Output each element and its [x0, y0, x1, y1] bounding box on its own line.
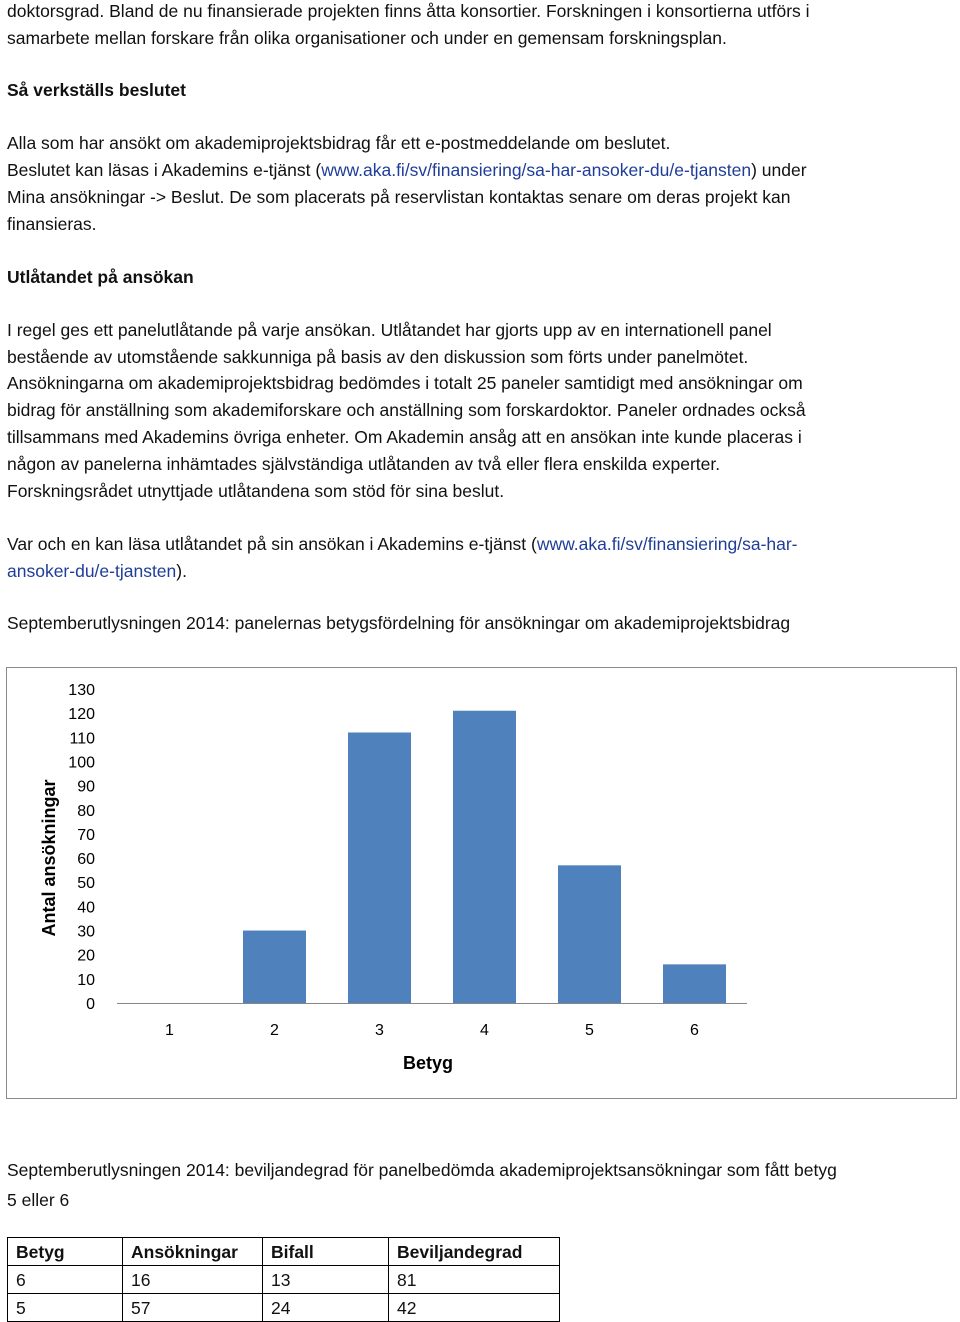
decision-text-line-3: Mina ansökningar -> Beslut. De som placerats på reservlistan kontaktas senare om deras projekt kan	[7, 187, 791, 207]
table-cell: 57	[123, 1294, 263, 1322]
table-cell: 16	[123, 1266, 263, 1294]
statement-line-1: I regel ges ett panelutlåtande på varje ansökan. Utlåtandet har gjorts upp av en internationell panel	[7, 320, 772, 340]
y-tick-label: 40	[77, 899, 95, 917]
y-axis-label: Antal ansökningar	[39, 779, 59, 937]
bar-rating-6	[663, 964, 726, 1003]
table-header-row	[8, 1238, 560, 1266]
y-tick-label: 120	[68, 706, 95, 724]
statement-line-2: bestående av utomstående sakkunniga på basis av den diskussion som förts under panelmötet.	[7, 347, 749, 367]
table-row	[8, 1294, 560, 1322]
table-cell: 24	[263, 1294, 389, 1322]
table-cell: 42	[389, 1294, 560, 1322]
intro-line-2: samarbete mellan forskare från olika organisationer och under en gemensam forskningsplan.	[7, 28, 727, 48]
table-cell: 13	[263, 1266, 389, 1294]
bar-rating-5	[558, 865, 621, 1003]
y-tick-label: 130	[68, 682, 95, 699]
bar-rating-3	[348, 732, 411, 1003]
approval-rate-table	[7, 1237, 560, 1322]
rating-distribution-chart	[6, 667, 957, 1099]
y-tick-label: 110	[69, 730, 95, 748]
y-tick-label: 70	[77, 826, 95, 844]
section-heading-decision: Så verkställs beslutet	[7, 80, 186, 100]
decision-text-line-4: finansieras.	[7, 214, 97, 234]
x-tick-label: 1	[165, 1022, 174, 1039]
read-statement-line-2	[7, 560, 187, 582]
read-statement-link-part-1[interactable]: www.aka.fi/sv/finansiering/sa-har-	[536, 534, 798, 554]
header-bifall: Bifall	[263, 1238, 389, 1266]
table-cell: 6	[8, 1266, 123, 1294]
bar-rating-4	[453, 711, 516, 1003]
bar-rating-2	[243, 931, 306, 1003]
chart-canvas	[7, 668, 956, 1098]
y-tick-label: 20	[77, 947, 95, 965]
x-axis-label: Betyg	[402, 1053, 454, 1073]
decision-text-pre: Beslutet kan läsas i Akademins e-tjänst (	[7, 160, 322, 180]
table-cell: 5	[8, 1294, 123, 1322]
x-tick-label: 5	[585, 1022, 594, 1039]
decision-text-line-1: Alla som har ansökt om akademiprojektsbidrag får ett e-postmeddelande om beslutet.	[7, 133, 671, 153]
e-service-link[interactable]: www.aka.fi/sv/finansiering/sa-har-ansoker-du/e-tjansten	[321, 160, 752, 180]
read-statement-link-part-2[interactable]: ansoker-du/e-tjansten	[7, 561, 177, 581]
x-tick-label: 3	[375, 1022, 384, 1039]
read-statement-pre: Var och en kan läsa utlåtandet på sin ansökan i Akademins e-tjänst (	[7, 534, 537, 554]
y-tick-label: 30	[77, 923, 95, 941]
read-statement-line-1	[7, 533, 798, 555]
intro-line-1: doktorsgrad. Bland de nu finansierade projekten finns åtta konsortier. Forskningen i konsortierna utförs i	[7, 1, 810, 21]
x-tick-label: 4	[480, 1022, 489, 1039]
y-tick-label: 60	[77, 851, 95, 869]
x-tick-label: 2	[270, 1022, 279, 1039]
statement-line-4: bidrag för anställning som akademiforskare och anställning som forskardoktor. Paneler ordnades också	[7, 400, 806, 420]
y-tick-label: 90	[77, 778, 95, 796]
read-statement-post: ).	[176, 561, 187, 581]
x-tick-label: 6	[690, 1022, 699, 1039]
statement-line-3: Ansökningarna om akademiprojektsbidrag bedömdes i totalt 25 paneler samtidigt med ansökningar om	[7, 373, 803, 393]
y-tick-label: 50	[77, 875, 95, 893]
statement-line-6: någon av panelerna inhämtades självständiga utlåtanden av två eller flera enskilda experter.	[7, 454, 721, 474]
chart-caption: Septemberutlysningen 2014: panelernas betygsfördelning för ansökningar om akademiprojektsbidrag	[7, 613, 791, 633]
y-tick-label: 10	[77, 971, 95, 989]
y-tick-label: 80	[77, 802, 95, 820]
statement-line-5: tillsammans med Akademins övriga enheter. Om Akademin ansåg att en ansökan inte kunde placeras i	[7, 427, 802, 447]
table-caption-line-2: 5 eller 6	[7, 1190, 70, 1210]
header-beviljandegrad: Beviljandegrad	[389, 1238, 560, 1266]
section-heading-statement: Utlåtandet på ansökan	[7, 267, 194, 287]
statement-line-7: Forskningsrådet utnyttjade utlåtandena som stöd för sina beslut.	[7, 481, 505, 501]
table-row	[8, 1266, 560, 1294]
decision-text-post: ) under	[751, 160, 807, 180]
decision-text-line-2	[7, 159, 807, 181]
header-betyg: Betyg	[8, 1238, 123, 1266]
table-cell: 81	[389, 1266, 560, 1294]
y-tick-label: 100	[68, 754, 95, 772]
table-caption-line-1: Septemberutlysningen 2014: beviljandegrad för panelbedömda akademiprojektsansökningar som fått betyg	[7, 1160, 837, 1180]
header-ansokningar: Ansökningar	[123, 1238, 263, 1266]
y-tick-label: 0	[86, 996, 95, 1013]
